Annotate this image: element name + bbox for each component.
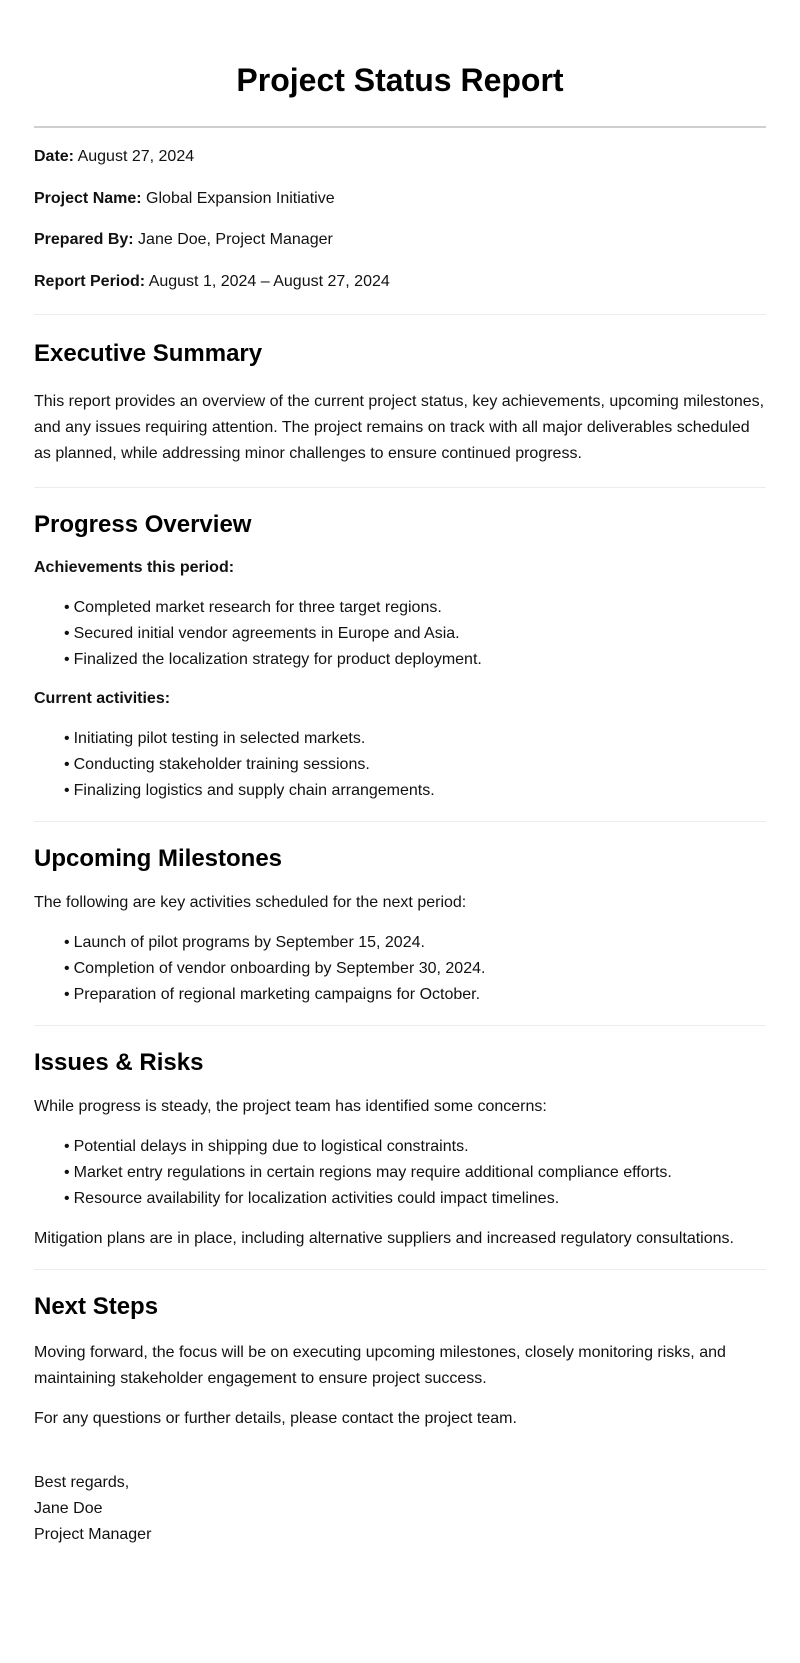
issues-intro: While progress is steady, the project team has identified some concerns: (34, 1097, 547, 1115)
meta-date-label: Date: (34, 148, 75, 165)
list-item: • Completion of vendor onboarding by September 30, 2024. (64, 959, 486, 977)
list-item: • Resource availability for localization activities could impact timelines. (64, 1189, 560, 1207)
page-title: Project Status Report (236, 62, 564, 98)
issues-list (34, 1134, 766, 1212)
meta-project-name (34, 188, 766, 210)
bullet: • (64, 1163, 70, 1181)
section-upcoming-milestones (34, 844, 766, 1008)
list-item: • Potential delays in shipping due to logistical constraints. (64, 1137, 469, 1155)
list-item: • Launch of pilot programs by September 15, 2024. (64, 933, 425, 951)
list-item: • Initiating pilot testing in selected markets. (64, 729, 366, 747)
milestones-intro: The following are key activities scheduled for the next period: (34, 893, 467, 911)
bullet: • (64, 933, 70, 951)
mitigation-text: Mitigation plans are in place, including alternative suppliers and increased regulatory consultations. (34, 1229, 734, 1247)
section-divider (34, 821, 766, 822)
bullet: • (64, 1137, 70, 1155)
meta-prepared-by-value: Jane Doe, Project Manager (138, 231, 333, 248)
meta-project-name-value: Global Expansion Initiative (146, 189, 335, 207)
list-item: • Market entry regulations in certain regions may require additional compliance efforts. (64, 1163, 672, 1181)
milestones-list (34, 930, 766, 1008)
bullet: • (64, 781, 70, 799)
section-heading: Upcoming Milestones (34, 844, 283, 872)
section-progress-overview (34, 510, 766, 804)
bullet: • (64, 729, 70, 747)
list-item: • Completed market research for three target regions. (64, 598, 442, 616)
section-next-steps (34, 1292, 766, 1432)
meta-prepared-by (34, 229, 766, 251)
closing-line: Best regards, (34, 1473, 130, 1491)
bullet: • (64, 985, 70, 1003)
list-item: • Conducting stakeholder training sessions. (64, 755, 370, 773)
bullet: • (64, 755, 70, 773)
report-meta (34, 128, 766, 293)
meta-date-value: August 27, 2024 (77, 148, 195, 165)
executive-summary-text: This report provides an overview of the current project status, key achievements, upcoming milestones, and any issues requiring attention. The project remains on track with all major deliverables scheduled as planned, while addressing minor challenges to ensure continued progress. (34, 392, 765, 462)
meta-report-period-value: August 1, 2024 – August 27, 2024 (148, 272, 390, 290)
current-activities-label: Current activities: (34, 689, 171, 707)
signature-block (34, 1470, 766, 1548)
bullet: • (64, 650, 70, 668)
meta-project-name-label: Project Name: (34, 189, 142, 207)
bullet: • (64, 959, 70, 977)
section-divider (34, 1025, 766, 1026)
section-heading: Progress Overview (34, 510, 252, 538)
list-item: • Preparation of regional marketing campaigns for October. (64, 985, 481, 1003)
list-item: • Finalizing logistics and supply chain arrangements. (64, 781, 435, 799)
bullet: • (64, 598, 70, 616)
meta-prepared-by-label: Prepared By: (34, 231, 134, 248)
signer-name: Jane Doe (34, 1499, 103, 1517)
bullet: • (64, 1189, 70, 1207)
section-executive-summary (34, 339, 766, 467)
list-item: • Secured initial vendor agreements in Europe and Asia. (64, 624, 460, 642)
section-divider (34, 487, 766, 488)
section-heading: Executive Summary (34, 339, 263, 367)
current-activities-list (34, 726, 766, 804)
meta-report-period (34, 271, 766, 293)
next-steps-text: Moving forward, the focus will be on executing upcoming milestones, closely monitoring risks, and maintaining stakeholder engagement to ensure project success. (34, 1343, 726, 1387)
meta-report-period-label: Report Period: (34, 272, 146, 290)
bullet: • (64, 624, 70, 642)
achievements-label: Achievements this period: (34, 558, 235, 576)
section-divider (34, 1269, 766, 1270)
section-issues-risks (34, 1048, 766, 1252)
signer-role: Project Manager (34, 1525, 152, 1543)
section-heading: Issues & Risks (34, 1048, 204, 1076)
section-divider (34, 314, 766, 315)
list-item: • Finalized the localization strategy for product deployment. (64, 650, 482, 668)
meta-date (34, 146, 766, 168)
contact-text: For any questions or further details, please contact the project team. (34, 1409, 517, 1427)
section-heading: Next Steps (34, 1292, 159, 1320)
achievements-list (34, 595, 766, 673)
